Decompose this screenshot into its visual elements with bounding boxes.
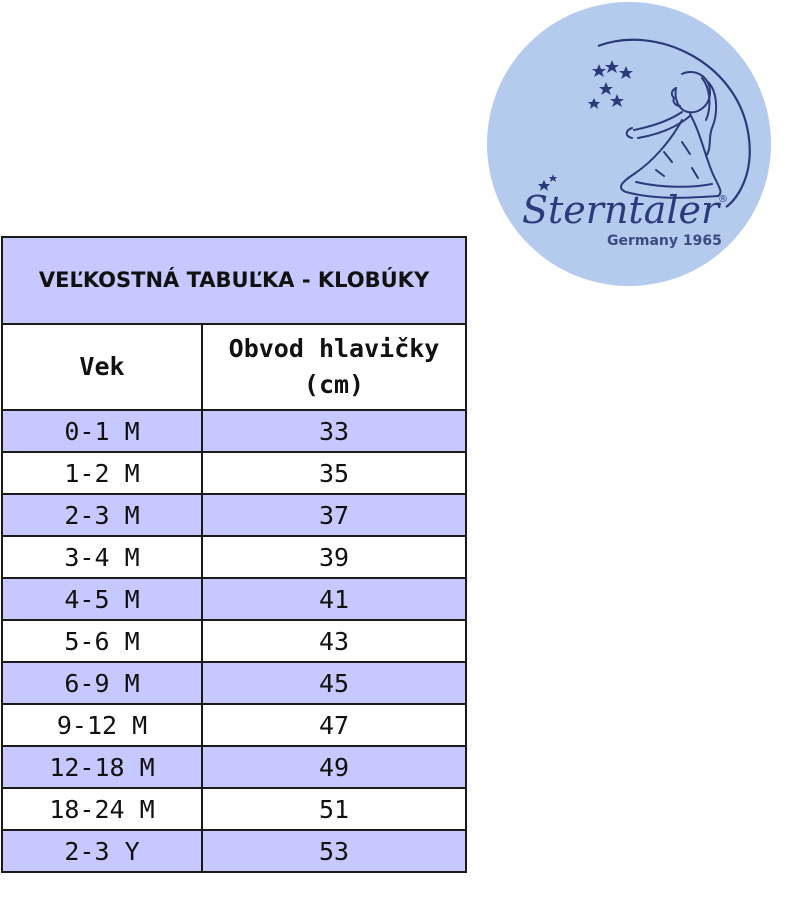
brand-tagline: Germany 1965 — [607, 233, 722, 249]
age-cell: 0-1 M — [2, 410, 202, 452]
circumference-cell: 33 — [202, 410, 466, 452]
circumference-cell: 53 — [202, 830, 466, 872]
age-cell: 3-4 M — [2, 536, 202, 578]
table-row — [2, 494, 466, 536]
brand-name: Sterntaler — [522, 188, 720, 232]
circumference-cell: 37 — [202, 494, 466, 536]
header-age: Vek — [2, 324, 202, 410]
table-row — [2, 704, 466, 746]
age-cell: 1-2 M — [2, 452, 202, 494]
header-circumference: Obvod hlavičky (cm) — [202, 324, 466, 410]
table-row — [2, 746, 466, 788]
table-row — [2, 620, 466, 662]
table-header-row — [2, 324, 466, 410]
circumference-cell: 51 — [202, 788, 466, 830]
circumference-cell: 39 — [202, 536, 466, 578]
table-row — [2, 788, 466, 830]
table-row — [2, 536, 466, 578]
table-row — [2, 830, 466, 872]
table-row — [2, 578, 466, 620]
size-table — [1, 236, 467, 873]
circumference-cell: 49 — [202, 746, 466, 788]
age-cell: 12-18 M — [2, 746, 202, 788]
circumference-cell: 45 — [202, 662, 466, 704]
table-title-row — [2, 237, 466, 324]
table-title: VEĽKOSTNÁ TABUĽKA - KLOBÚKY — [2, 237, 466, 324]
circumference-cell: 41 — [202, 578, 466, 620]
circumference-cell: 35 — [202, 452, 466, 494]
age-cell: 18-24 M — [2, 788, 202, 830]
table-row — [2, 410, 466, 452]
circumference-cell: 47 — [202, 704, 466, 746]
registered-mark: ® — [718, 194, 728, 205]
sterntaler-logo — [486, 2, 772, 286]
table-row — [2, 452, 466, 494]
table-body — [2, 410, 466, 872]
table-row — [2, 662, 466, 704]
age-cell: 2-3 Y — [2, 830, 202, 872]
age-cell: 2-3 M — [2, 494, 202, 536]
circumference-cell: 43 — [202, 620, 466, 662]
age-cell: 9-12 M — [2, 704, 202, 746]
age-cell: 5-6 M — [2, 620, 202, 662]
age-cell: 6-9 M — [2, 662, 202, 704]
age-cell: 4-5 M — [2, 578, 202, 620]
